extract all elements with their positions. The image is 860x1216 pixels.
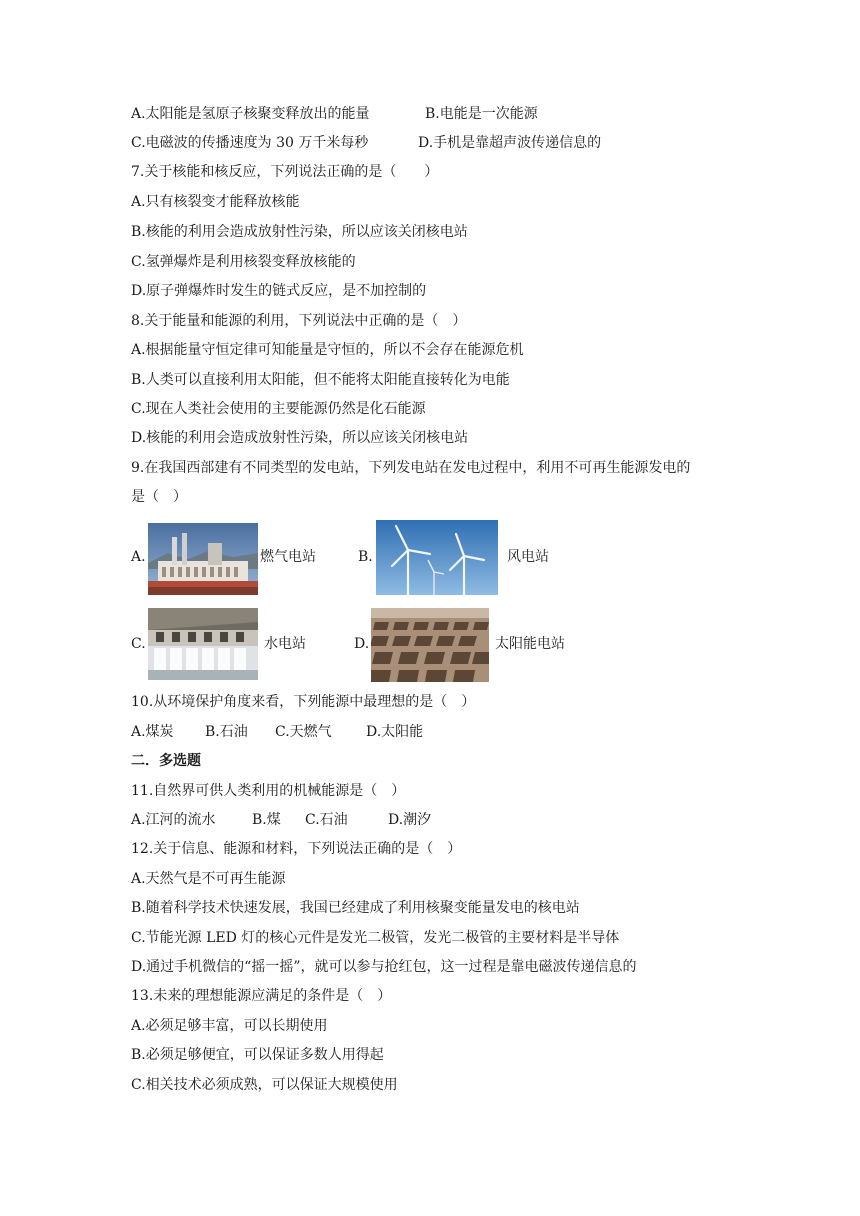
q13-option-c: C.相关技术必须成熟，可以保证大规模使用 xyxy=(131,1077,398,1093)
q12-option-b: B.随着科学技术快速发展，我国已经建成了利用核聚变能量发电的核电站 xyxy=(131,900,580,916)
q8-option-a: A.根据能量守恒定律可知能量是守恒的，所以不会存在能源危机 xyxy=(131,342,524,358)
q9-option-d-letter: D. xyxy=(354,636,370,652)
q10-option-b: B.石油 xyxy=(205,724,248,740)
q11-stem: 11.自然界可供人类利用的机械能源是（ ） xyxy=(131,783,406,799)
q13-option-a: A.必须足够丰富，可以长期使用 xyxy=(131,1018,328,1034)
q10-option-a: A.煤炭 xyxy=(131,724,174,740)
q9-option-a-letter: A. xyxy=(131,549,146,565)
q11-option-d: D.潮汐 xyxy=(388,812,432,828)
q9-option-b-letter: B. xyxy=(358,549,373,565)
solar-power-station-photo xyxy=(371,608,489,682)
q9-option-c-label: 水电站 xyxy=(264,636,306,652)
q6-option-b: B.电能是一次能源 xyxy=(425,106,538,122)
gas-power-station-photo xyxy=(148,523,258,595)
q7-option-a: A.只有核裂变才能释放核能 xyxy=(131,194,300,210)
q12-option-d: D.通过手机微信的“摇一摇”，就可以参与抢红包，这一过程是靠电磁波传递信息的 xyxy=(131,959,637,975)
q9-option-a-label: 燃气电站 xyxy=(260,549,316,565)
q10-stem: 10.从环境保护角度来看，下列能源中最理想的是（ ） xyxy=(131,694,476,710)
q13-stem: 13.未来的理想能源应满足的条件是（ ） xyxy=(131,988,392,1004)
q10-option-c: C.天燃气 xyxy=(275,724,332,740)
q7-option-b: B.核能的利用会造成放射性污染，所以应该关闭核电站 xyxy=(131,224,468,240)
q6-option-a: A.太阳能是氢原子核聚变释放出的能量 xyxy=(131,106,370,122)
q9-option-d-label: 太阳能电站 xyxy=(495,636,565,652)
q9-option-b-label: 风电站 xyxy=(507,549,549,565)
q12-option-c: C.节能光源 LED 灯的核心元件是发光二极管，发光二极管的主要材料是半导体 xyxy=(131,930,620,946)
q10-option-d: D.太阳能 xyxy=(366,724,424,740)
hydro-power-station-photo xyxy=(148,608,258,680)
q9-option-c-letter: C. xyxy=(131,636,146,652)
section-title-multiple-choice: 二．多选题 xyxy=(131,753,201,769)
q13-option-b: B.必须足够便宜，可以保证多数人用得起 xyxy=(131,1047,384,1063)
q11-option-a: A.江河的流水 xyxy=(131,812,216,828)
q7-option-d: D.原子弹爆炸时发生的链式反应，是不加控制的 xyxy=(131,283,427,299)
q6-option-d: D.手机是靠超声波传递信息的 xyxy=(418,135,602,151)
q8-option-d: D.核能的利用会造成放射性污染，所以应该关闭核电站 xyxy=(131,430,469,446)
wind-farm-photo xyxy=(376,520,498,595)
q7-stem: 7.关于核能和核反应，下列说法正确的是（ ） xyxy=(131,164,439,180)
q8-option-b: B.人类可以直接利用太阳能，但不能将太阳能直接转化为电能 xyxy=(131,372,510,388)
q9-stem-line1: 9.在我国西部建有不同类型的发电站，下列发电站在发电过程中，利用不可再生能源发电的 xyxy=(131,460,691,476)
q8-stem: 8.关于能量和能源的利用，下列说法中正确的是（ ） xyxy=(131,313,467,329)
q7-option-c: C.氢弹爆炸是利用核裂变释放核能的 xyxy=(131,254,356,270)
q8-option-c: C.现在人类社会使用的主要能源仍然是化石能源 xyxy=(131,401,426,417)
q12-option-a: A.天然气是不可再生能源 xyxy=(131,871,286,887)
q11-option-b: B.煤 xyxy=(252,812,281,828)
q11-option-c: C.石油 xyxy=(305,812,348,828)
q12-stem: 12.关于信息、能源和材料，下列说法正确的是（ ） xyxy=(131,841,462,857)
q9-stem-line2: 是（ ） xyxy=(131,489,187,505)
q6-option-c: C.电磁波的传播速度为 30 万千米每秒 xyxy=(131,135,369,151)
